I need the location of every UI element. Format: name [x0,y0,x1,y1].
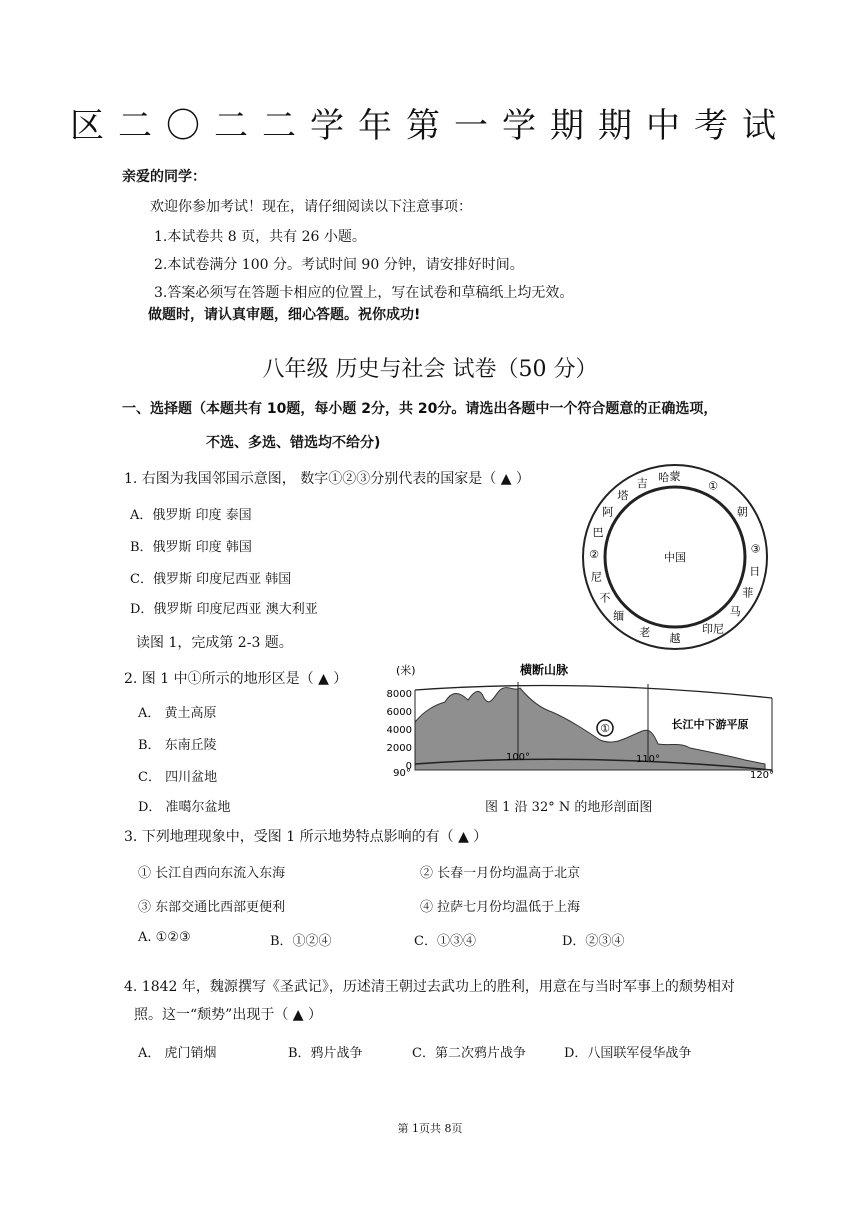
profile-x-tick: 100° [505,752,531,763]
q1-option-c: C．俄罗斯 印度尼西亚 韩国 [130,572,292,587]
q3-statement-2: ② 长春一月份均温高于北京 [420,866,581,881]
map-neighbor-label: 塔 [617,489,629,502]
read-note: 读图 1，完成第 2-3 题。 [136,635,293,651]
paper-subtitle: 八年级 历史与社会 试卷（50 分） [262,357,598,382]
profile-mountain-label: 横断山脉 [520,663,569,677]
terrain-profile-figure [380,660,780,785]
map-neighbor-label: 蒙 [669,470,681,483]
profile-x-tick: 110° [635,754,661,765]
map-neighbor-label: 朝 [736,505,748,519]
q3-option-a: A. ①②③ [138,930,191,945]
q1-stem: 1. 右图为我国邻国示意图， 数字①②③分别代表的国家是（ ▲ ） [124,471,530,487]
profile-marker: ① [600,722,610,735]
notice-intro: 欢迎你参加考试！现在，请仔细阅读以下注意事项： [150,199,472,215]
q4-stem-line-1: 4. 1842 年，魏源撰写《圣武记》，历述清王朝过去武功上的胜利，用意在与当时军事上的颓势相对 [124,979,735,995]
profile-plain-label: 长江中下游平原 [671,718,749,731]
q3-stem: 3. 下列地理现象中，受图 1 所示地势特点影响的有（ ▲ ） [124,829,488,845]
map-neighbor-label: 印尼 [702,622,724,636]
q3-statement-4: ④ 拉萨七月份均温低于上海 [420,900,581,915]
section-1-heading-cont: 不选、多选、错选均不给分) [206,435,381,451]
q3-option-b: B．①②④ [270,934,332,949]
notice-item-2: 2.本试卷满分 100 分。考试时间 90 分钟，请安排好时间。 [154,257,524,273]
q2-stem: 2. 图 1 中①所示的地形区是（ ▲ ） [124,671,348,687]
q2-option-b: B． 东南丘陵 [138,738,217,753]
q4-stem-line-2: 照。这一“颓势”出现于（ ▲ ） [134,1007,322,1023]
profile-y-tick: 6000 [386,707,412,718]
map-neighbor-label: 马 [729,605,741,619]
map-neighbor-label: 菲 [742,586,754,600]
profile-y-tick: 8000 [386,689,412,700]
map-neighbor-label: 尼 [590,570,602,584]
q4-option-b: B．鸦片战争 [288,1046,363,1061]
figure-1-caption: 图 1 沿 32° N 的地形剖面图 [485,800,653,815]
notice-item-3: 3.答案必须写在答题卡相应的位置上，写在试卷和草稿纸上均无效。 [154,285,574,301]
map-neighbor-label: 日 [749,565,761,579]
map-neighbor-label: 缅 [613,609,625,623]
q2-option-d: D． 准噶尔盆地 [138,800,231,815]
map-neighbor-label: 巴 [592,526,604,539]
profile-y-tick: 4000 [386,725,412,736]
map-neighbor-label: 越 [669,632,681,645]
map-neighbor-label: 哈 [658,470,670,484]
profile-y-tick: 0 [405,761,412,772]
q4-option-a: A． 虎门销烟 [138,1046,217,1061]
q4-option-d: D．八国联军侵华战争 [564,1046,692,1061]
map-neighbor-label: 吉 [636,477,648,490]
section-1-heading: 一、选择题（本题共有 10题，每小题 2分，共 20分。请选出各题中一个符合题意的正确选项， [122,401,718,417]
q1-option-a: A．俄罗斯 印度 泰国 [130,508,252,523]
page-footer: 第 1页共 8页 [397,1122,463,1135]
neighbor-map [580,462,780,662]
greeting: 亲爱的同学： [122,169,206,185]
q3-statement-1: ① 长江自西向东流入东海 [138,866,286,881]
map-neighbor-label: ③ [750,542,761,556]
notice-item-1: 1.本试卷共 8 页，共有 26 小题。 [154,229,366,245]
exam-title: 区二〇二二学年第一学期期中考试 [70,106,790,146]
q1-option-b: B．俄罗斯 印度 韩国 [130,540,252,555]
profile-x-tick: 90° [393,768,411,779]
q3-statement-3: ③ 东部交通比西部更便利 [138,900,286,915]
profile-y-tick: 2000 [386,743,412,754]
map-neighbor-label: 阿 [602,505,614,519]
q3-option-c: C．①③④ [414,934,476,949]
map-neighbor-label: 不 [599,591,611,605]
q2-option-a: A． 黄土高原 [138,706,217,721]
profile-x-tick: 120° [749,770,775,781]
map-center-label: 中国 [664,551,686,564]
map-neighbor-label: 老 [639,626,651,640]
profile-unit: (米) [396,664,416,677]
q1-option-d: D．俄罗斯 印度尼西亚 澳大利亚 [130,602,318,617]
q2-option-c: C． 四川盆地 [138,770,218,785]
q3-option-d: D．②③④ [562,934,625,949]
map-neighbor-label: ② [589,548,599,562]
q4-option-c: C．第二次鸦片战争 [412,1046,526,1061]
map-neighbor-label: ① [708,479,718,493]
notice-closing: 做题时，请认真审题，细心答题。祝你成功! [148,307,421,323]
